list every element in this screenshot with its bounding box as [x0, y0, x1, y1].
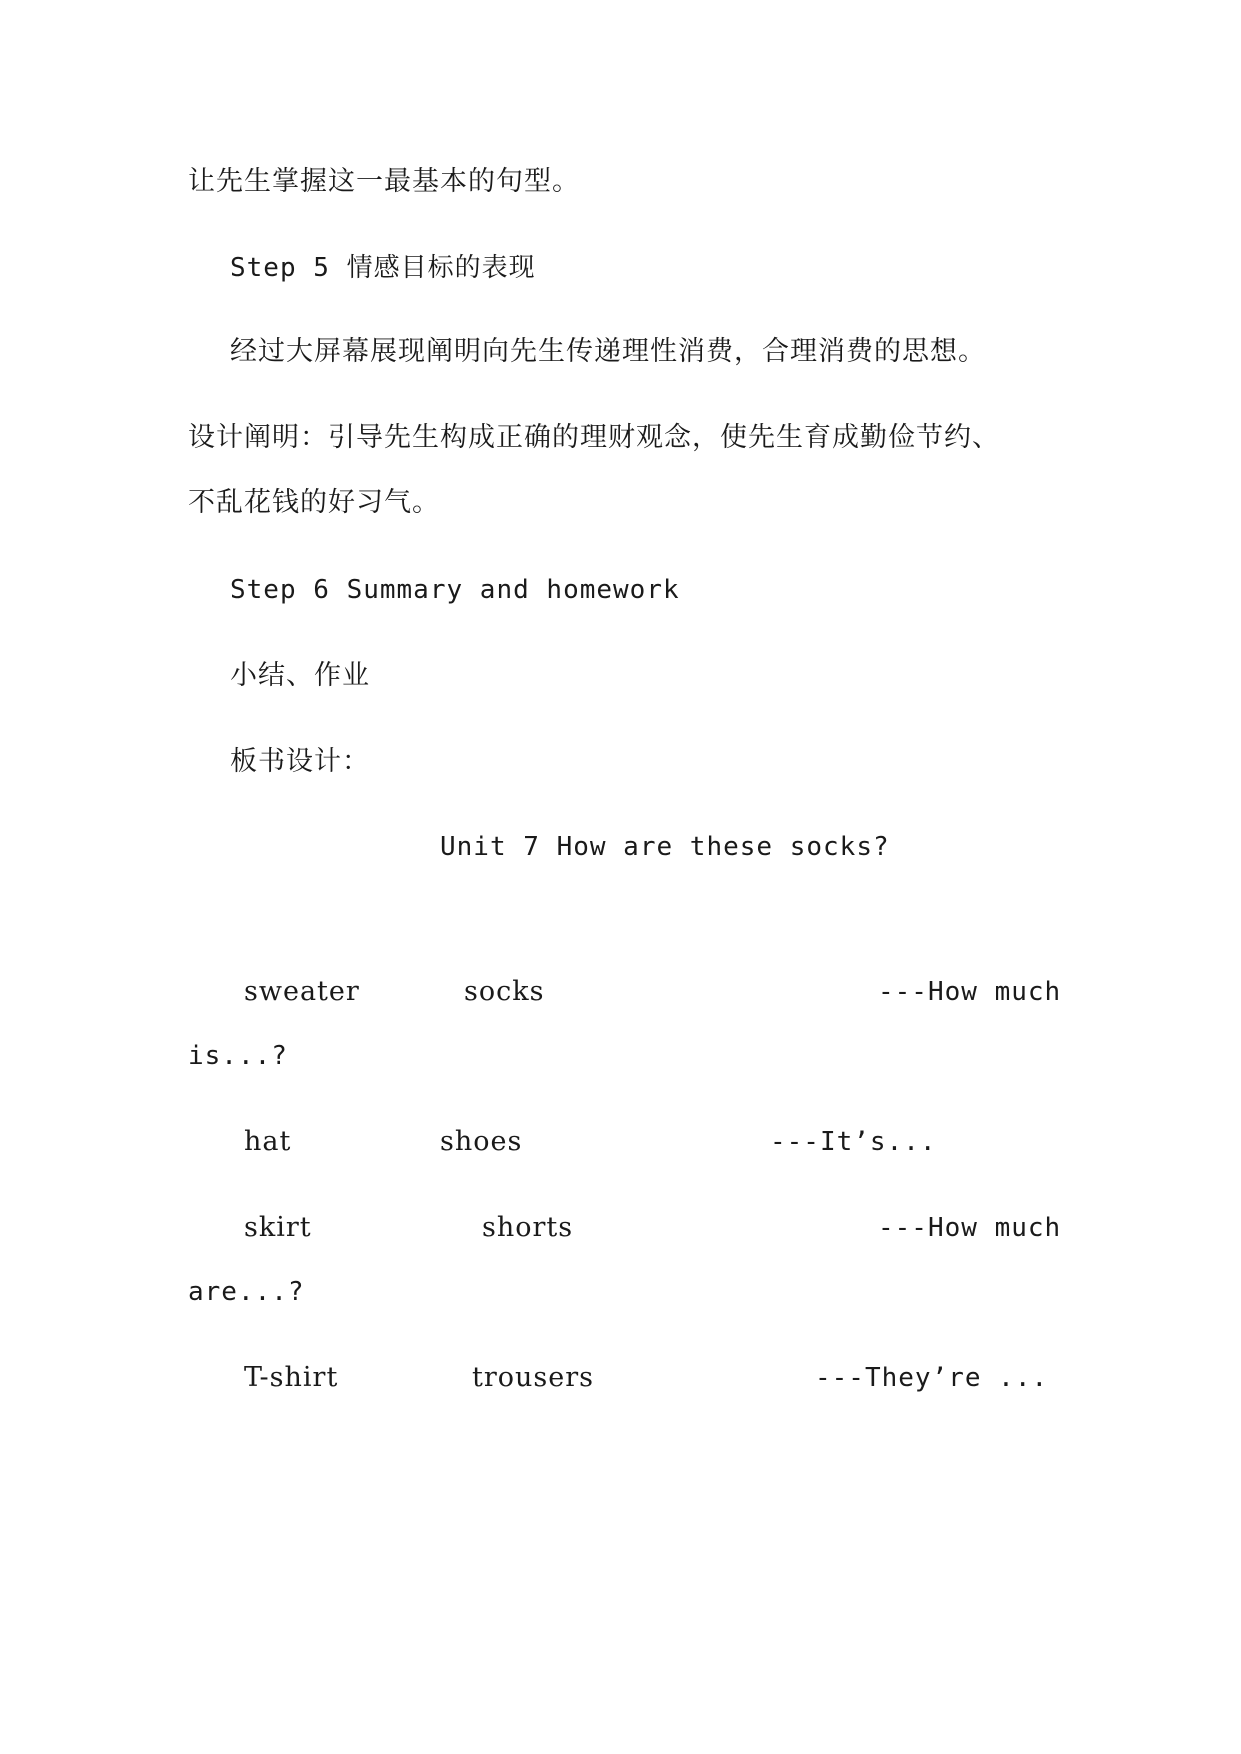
board-phrase-how-much-2: ---How much — [878, 1213, 1062, 1243]
board-phrase-theyre: ---They’re ... — [815, 1363, 1049, 1393]
design-note-line2: 不乱花钱的好习气。 — [188, 487, 440, 518]
board-word-sweater: sweater — [244, 976, 360, 1007]
board-word-skirt: skirt — [244, 1212, 312, 1243]
board-phrase-are: are...? — [188, 1277, 305, 1307]
board-word-shoes: shoes — [440, 1126, 523, 1157]
paragraph-sentence-pattern: 让先生掌握这一最基本的句型。 — [188, 166, 580, 197]
step5-heading: Step 5 情感目标的表现 — [230, 253, 536, 283]
step6-heading: Step 6 Summary and homework — [230, 575, 680, 605]
board-title: Unit 7 How are these socks? — [440, 832, 890, 862]
board-word-shorts: shorts — [482, 1212, 574, 1243]
board-phrase-its: ---It’s... — [770, 1127, 937, 1157]
board-design-label: 板书设计： — [230, 746, 370, 777]
board-word-socks: socks — [464, 976, 545, 1007]
board-word-hat: hat — [244, 1126, 292, 1157]
step5-body: 经过大屏幕展现阐明向先生传递理性消费，合理消费的思想。 — [230, 336, 986, 367]
design-note-line1: 设计阐明：引导先生构成正确的理财观念，使先生育成勤俭节约、 — [188, 422, 1000, 453]
board-phrase-is: is...? — [188, 1041, 288, 1071]
board-word-tshirt: T-shirt — [244, 1362, 339, 1393]
summary-label: 小结、作业 — [230, 660, 370, 691]
board-phrase-how-much: ---How much — [878, 977, 1062, 1007]
board-word-trousers: trousers — [472, 1362, 594, 1393]
